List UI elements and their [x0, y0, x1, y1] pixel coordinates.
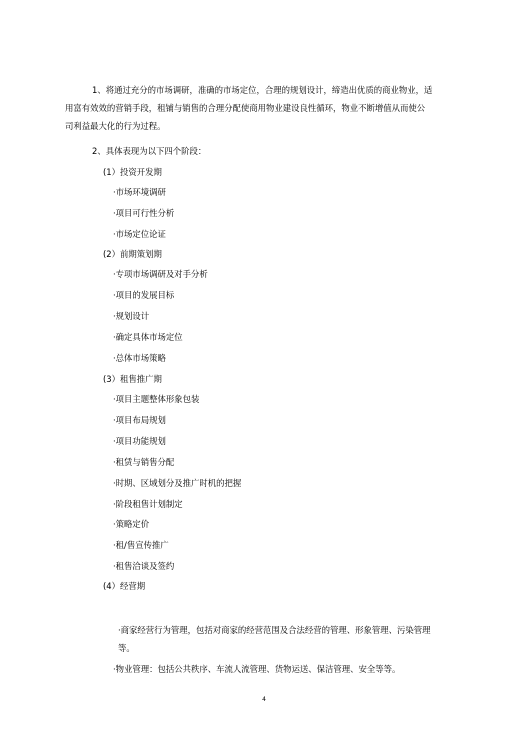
stage-3-item: ·项目功能规划 [113, 436, 166, 446]
stage-1-item: ·项目可行性分析 [113, 208, 175, 218]
stage-3-item: ·租赁与销售分配 [113, 457, 175, 467]
stage-3-item: ·项目布局规划 [113, 415, 166, 425]
stage-2-item: ·规划设计 [113, 311, 150, 321]
stage-1-item: ·市场定位论证 [113, 229, 166, 239]
paragraph-1-line-2: 用富有效效的营销手段，租铺与销售的合理分配使商用物业建设良性循环，物业不断增值从而使公 [65, 103, 426, 113]
stage-2-title: (2）前期策划期 [103, 249, 162, 259]
stage-1-title: (1）投资开发期 [103, 167, 162, 177]
paragraph-2-intro: 2、具体表现为以下四个阶段： [92, 146, 207, 156]
page-number: 4 [262, 696, 266, 703]
stage-4-item-1-line-1: ·商家经营行为管理，包括对商家的经营范围及合法经营的管理、形象管理、污染管理 [118, 625, 431, 635]
stage-4-title: (4）经营期 [103, 581, 146, 591]
stage-4-item-1-line-2: 等。 [118, 643, 135, 653]
stage-1-item: ·市场环境调研 [113, 187, 166, 197]
stage-2-item: ·项目的发展目标 [113, 290, 175, 300]
stage-3-item: ·阶段租售计划制定 [113, 499, 183, 509]
paragraph-1-line-1: 1、将通过充分的市场调研，准确的市场定位，合理的规划设计，缔造出优质的商业物业，适 [92, 85, 433, 95]
stage-3-title: (3）租售推广期 [103, 374, 162, 384]
stage-4-item-2: ·物业管理：包括公共秩序、车流人流管理、货物运送、保洁管理、安全等等。 [113, 664, 401, 674]
stage-3-item: ·租售洽谈及签约 [113, 561, 175, 571]
stage-3-item: ·租/售宣传推广 [113, 540, 169, 550]
stage-3-item: ·时期、区域划分及推广时机的把握 [113, 478, 242, 488]
stage-2-item: ·总体市场策略 [113, 353, 166, 363]
stage-2-item: ·专项市场调研及对手分析 [113, 269, 208, 279]
paragraph-1-line-3: 司利益最大化的行为过程。 [65, 121, 166, 131]
stage-3-item: ·项目主题整体形象包装 [113, 394, 200, 404]
stage-2-item: ·确定具体市场定位 [113, 332, 183, 342]
stage-3-item: ·策略定价 [113, 519, 150, 529]
